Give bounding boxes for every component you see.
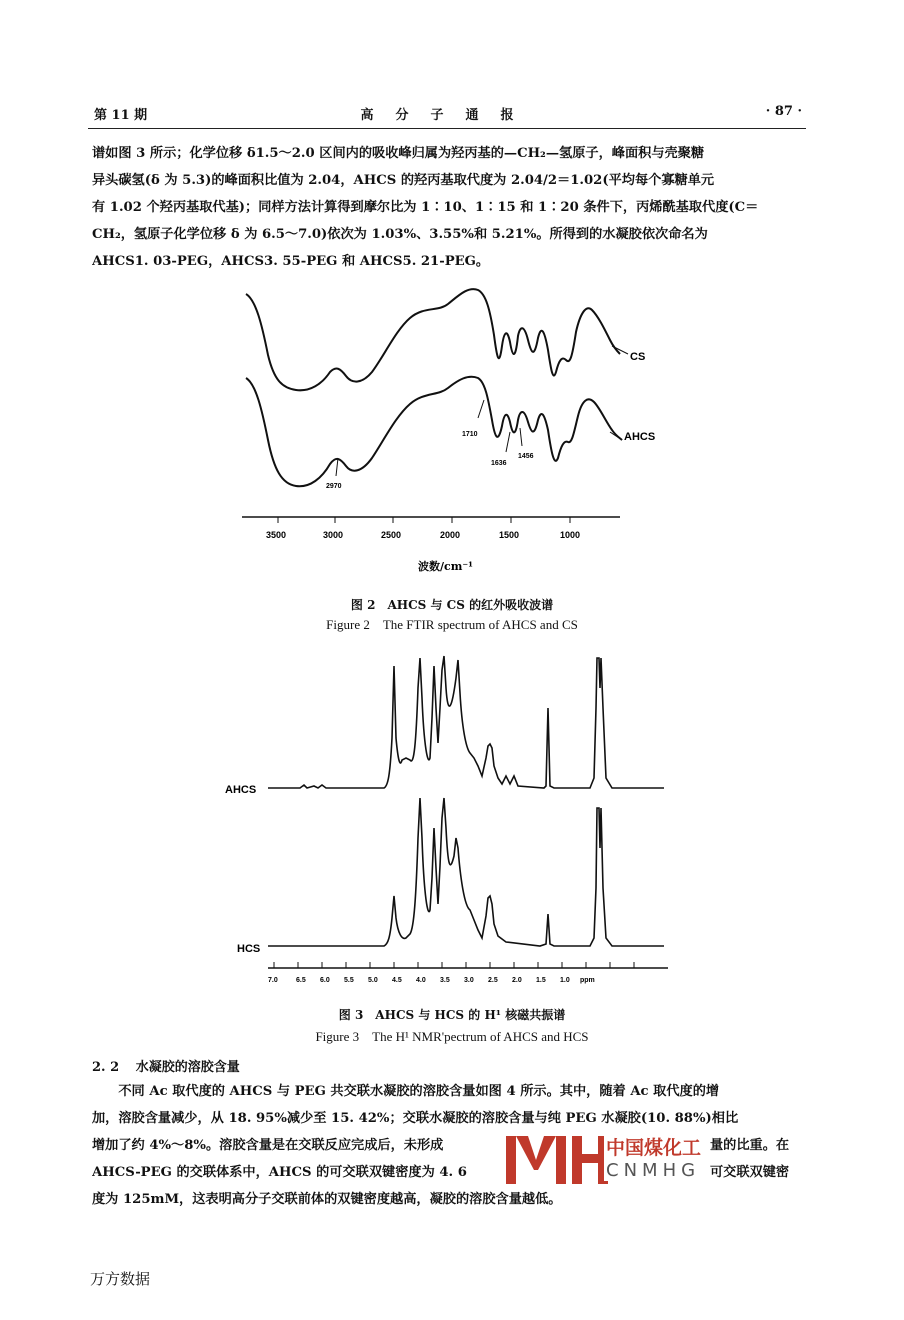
ppm-tick-label: 6.0 <box>320 977 330 984</box>
ppm-tick-label: 4.5 <box>392 977 402 984</box>
ppm-tick-label: 7.0 <box>268 977 278 984</box>
curve-label-cs: CS <box>630 351 646 363</box>
ppm-tick-label: 5.0 <box>368 977 378 984</box>
text-line: 加，溶胶含量减少，从 18. 95%减少至 15. 42%；交联水凝胶的溶胶含量与纯 PEG 水凝胶(10. 88%)相比 <box>92 1111 739 1126</box>
cs-spectrum-curve <box>246 289 620 390</box>
ppm-tick-label: 3.0 <box>464 977 474 984</box>
ahcs-spectrum-curve <box>246 377 622 487</box>
ppm-unit-label: ppm <box>580 977 595 984</box>
text-fragment: 可交联双键密 <box>710 1165 790 1180</box>
figure-3-nmr <box>0 648 904 988</box>
figure-3-caption-en: Figure 3 The H¹ NMR'pectrum of AHCS and HCS <box>315 1029 589 1044</box>
x-tick-label: 1500 <box>499 530 520 540</box>
text-line: 谱如图 3 所示；化学位移 δ1.5～2.0 区间内的吸收峰归属为羟丙基的—CH₂—氢原子，峰面积与壳聚糖 <box>92 146 705 161</box>
peak-label-1456: 1456 <box>518 453 534 460</box>
ppm-tick-label: 4.0 <box>416 977 426 984</box>
hcs-nmr-trace <box>268 798 664 946</box>
x-tick-label: 2000 <box>440 530 461 540</box>
text-fragment: 增加了约 4%～8%。溶胶含量是在交联反应完成后，未形成 <box>92 1138 444 1153</box>
text-line: 不同 Ac 取代度的 AHCS 与 PEG 共交联水凝胶的溶胶含量如图 4 所示。其中，随着 Ac 取代度的增 <box>92 1084 720 1099</box>
ppm-tick-label: 1.5 <box>536 977 546 984</box>
x-tick-label: 3500 <box>266 530 287 540</box>
ppm-tick-label: 5.5 <box>344 977 354 984</box>
x-tick-label: 2500 <box>381 530 402 540</box>
text-fragment: 量的比重。在 <box>710 1138 790 1153</box>
ppm-tick-label: 1.0 <box>560 977 570 984</box>
trace-label-hcs: HCS <box>237 943 261 955</box>
peak-label-2970: 2970 <box>326 483 342 490</box>
text-fragment: AHCS-PEG 的交联体系中，AHCS 的可交联双键密度为 4. 6 <box>92 1165 467 1180</box>
ahcs-nmr-trace <box>268 656 664 788</box>
text-line: AHCS1. 03-PEG，AHCS3. 55-PEG 和 AHCS5. 21-PEG。 <box>92 254 490 269</box>
header-rule <box>88 128 806 129</box>
trace-label-ahcs: AHCS <box>225 784 257 796</box>
running-header <box>88 104 808 128</box>
ppm-tick-label: 3.5 <box>440 977 450 984</box>
watermark-text-en: CNMHG <box>606 1160 701 1181</box>
issue-number: 第 11 期 <box>94 108 148 123</box>
footer-source: 万方数据 <box>90 1270 151 1288</box>
curve-label-ahcs: AHCS <box>624 431 656 443</box>
peak-label-1636: 1636 <box>491 460 507 467</box>
ppm-tick-label: 2.0 <box>512 977 522 984</box>
peak-label-1710: 1710 <box>462 431 478 438</box>
ppm-tick-label: 6.5 <box>296 977 306 984</box>
text-line: 度为 125mM，这表明高分子交联前体的双键密度越高，凝胶的溶胶含量越低。 <box>92 1192 562 1207</box>
x-tick-label: 3000 <box>323 530 344 540</box>
figure-2-caption-cn: 图 2 AHCS 与 CS 的红外吸收波谱 <box>350 598 554 612</box>
figure-2-ftir <box>0 280 904 585</box>
x-axis-label: 波数/cm⁻¹ <box>418 560 473 573</box>
ppm-tick-label: 2.5 <box>488 977 498 984</box>
x-tick-label: 1000 <box>560 530 581 540</box>
figure-3-caption-cn: 图 3 AHCS 与 HCS 的 H¹ 核磁共振谱 <box>338 1008 566 1022</box>
text-line: 有 1.02 个羟丙基取代基)；同样方法计算得到摩尔比为 1∶10、1∶15 和 1∶20 条件下，丙烯酰基取代度(C＝ <box>92 200 759 215</box>
section-heading <box>92 1056 240 1075</box>
page-number: · 87 · <box>765 104 802 119</box>
text-line: CH₂，氢原子化学位移 δ 为 6.5～7.0)依次为 1.03%、3.55%和 5.21%。所得到的水凝胶依次命名为 <box>92 227 708 242</box>
section-title: 水凝胶的溶胶含量 <box>135 1060 240 1075</box>
section-number: 2. 2 <box>92 1060 120 1075</box>
watermark-text-cn: 中国煤化工 <box>604 1133 703 1160</box>
paragraph-1 <box>92 140 808 275</box>
text-line: 异头碳氢(δ 为 5.3)的峰面积比值为 2.04，AHCS 的羟丙基取代度为 2.04/2＝1.02(平均每个寡糖单元 <box>92 173 715 188</box>
journal-title: 高分子通报 <box>360 108 536 123</box>
figure-2-caption-en: Figure 2 The FTIR spectrum of AHCS and CS <box>326 617 578 632</box>
